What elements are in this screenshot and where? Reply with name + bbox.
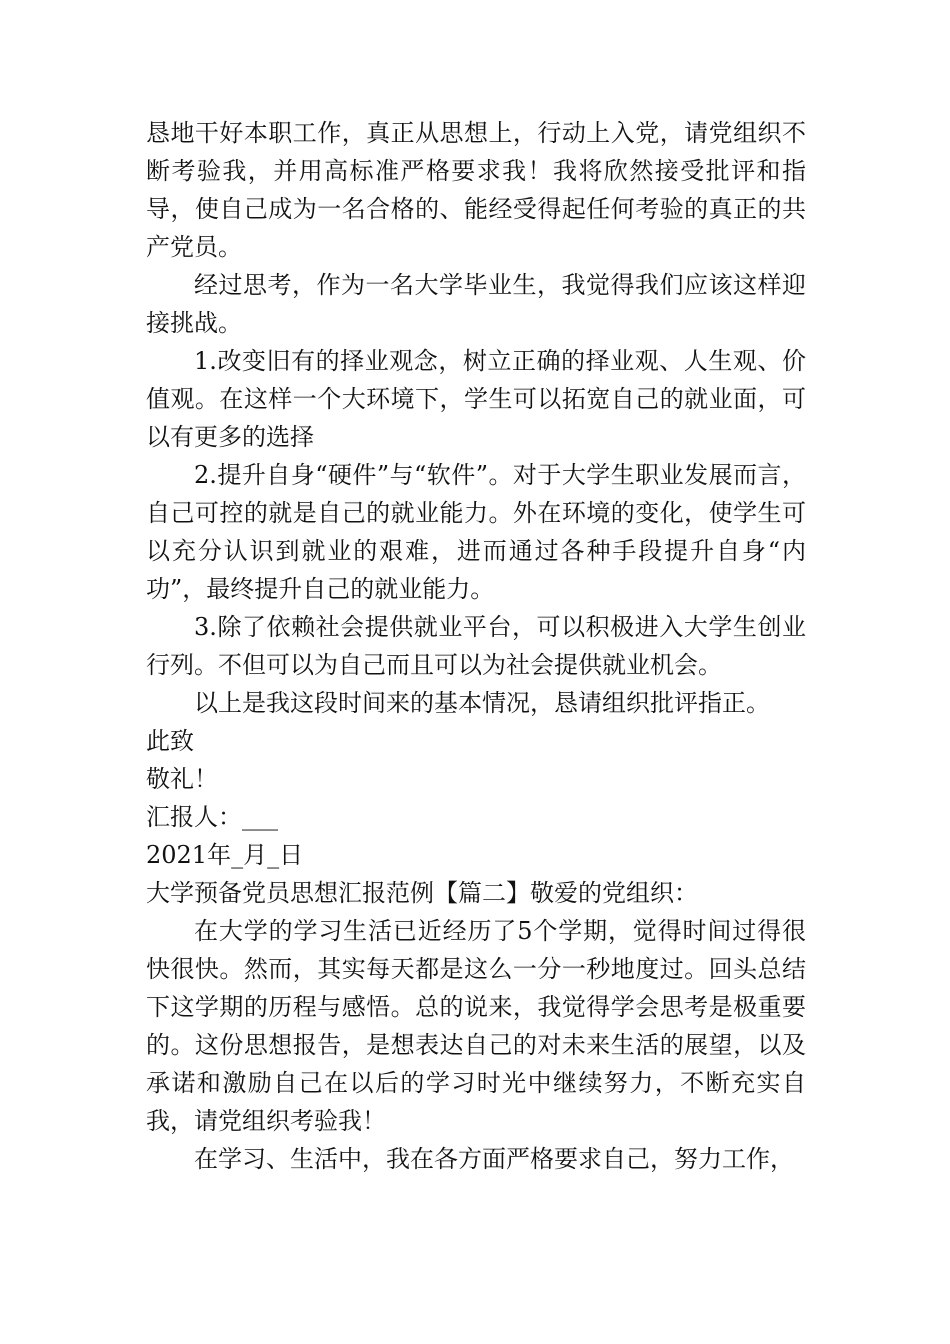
closing-date: 2021年_月_日 [146, 841, 304, 869]
paragraph-challenge-intro: 经过思考，作为一名大学毕业生，我觉得我们应该这样迎接挑战。 [146, 271, 806, 337]
paragraph-point-2: 2.提升自身“硬件”与“软件”。对于大学生职业发展而言，自己可控的就是自己的就业能力。外在环境的变化，使学生可以充分认识到就业的艰难，进而通过各种手段提升自身“内功”，最终提升自己的就业能力。 [146, 461, 806, 603]
paragraph-continuation: 恳地干好本职工作，真正从思想上，行动上入党，请党组织不断考验我，并用高标准严格要求我！我将欣然接受批评和指导，使自己成为一名合格的、能经受得起任何考验的真正的共产党员。 [146, 119, 806, 261]
paragraph-summary: 以上是我这段时间来的基本情况，恳请组织批评指正。 [194, 689, 770, 717]
paragraph-point-3: 3.除了依赖社会提供就业平台，可以积极进入大学生创业行列。不但可以为自己而且可以为社会提供就业机会。 [146, 613, 806, 679]
closing-salutation: 此致 [146, 727, 194, 755]
document-body [146, 114, 806, 1178]
section-title: 大学预备党员思想汇报范例【篇二】敬爱的党组织： [146, 879, 698, 907]
paragraph-study-life: 在学习、生活中，我在各方面严格要求自己，努力工作， [194, 1145, 794, 1173]
closing-reporter: 汇报人：___ [146, 803, 278, 831]
closing-regards: 敬礼！ [146, 765, 218, 793]
paragraph-point-1: 1.改变旧有的择业观念，树立正确的择业观、人生观、价值观。在这样一个大环境下，学生可以拓宽自己的就业面，可以有更多的选择 [146, 347, 806, 451]
paragraph-semester-reflection: 在大学的学习生活已近经历了5个学期，觉得时间过得很快很快。然而，其实每天都是这么一分一秒地度过。回头总结下这学期的历程与感悟。总的说来，我觉得学会思考是极重要的。这份思想报告，是想表达自己的对未来生活的展望，以及承诺和激励自己在以后的学习时光中继续努力，不断充实自我，请党组织考验我！ [146, 917, 806, 1135]
